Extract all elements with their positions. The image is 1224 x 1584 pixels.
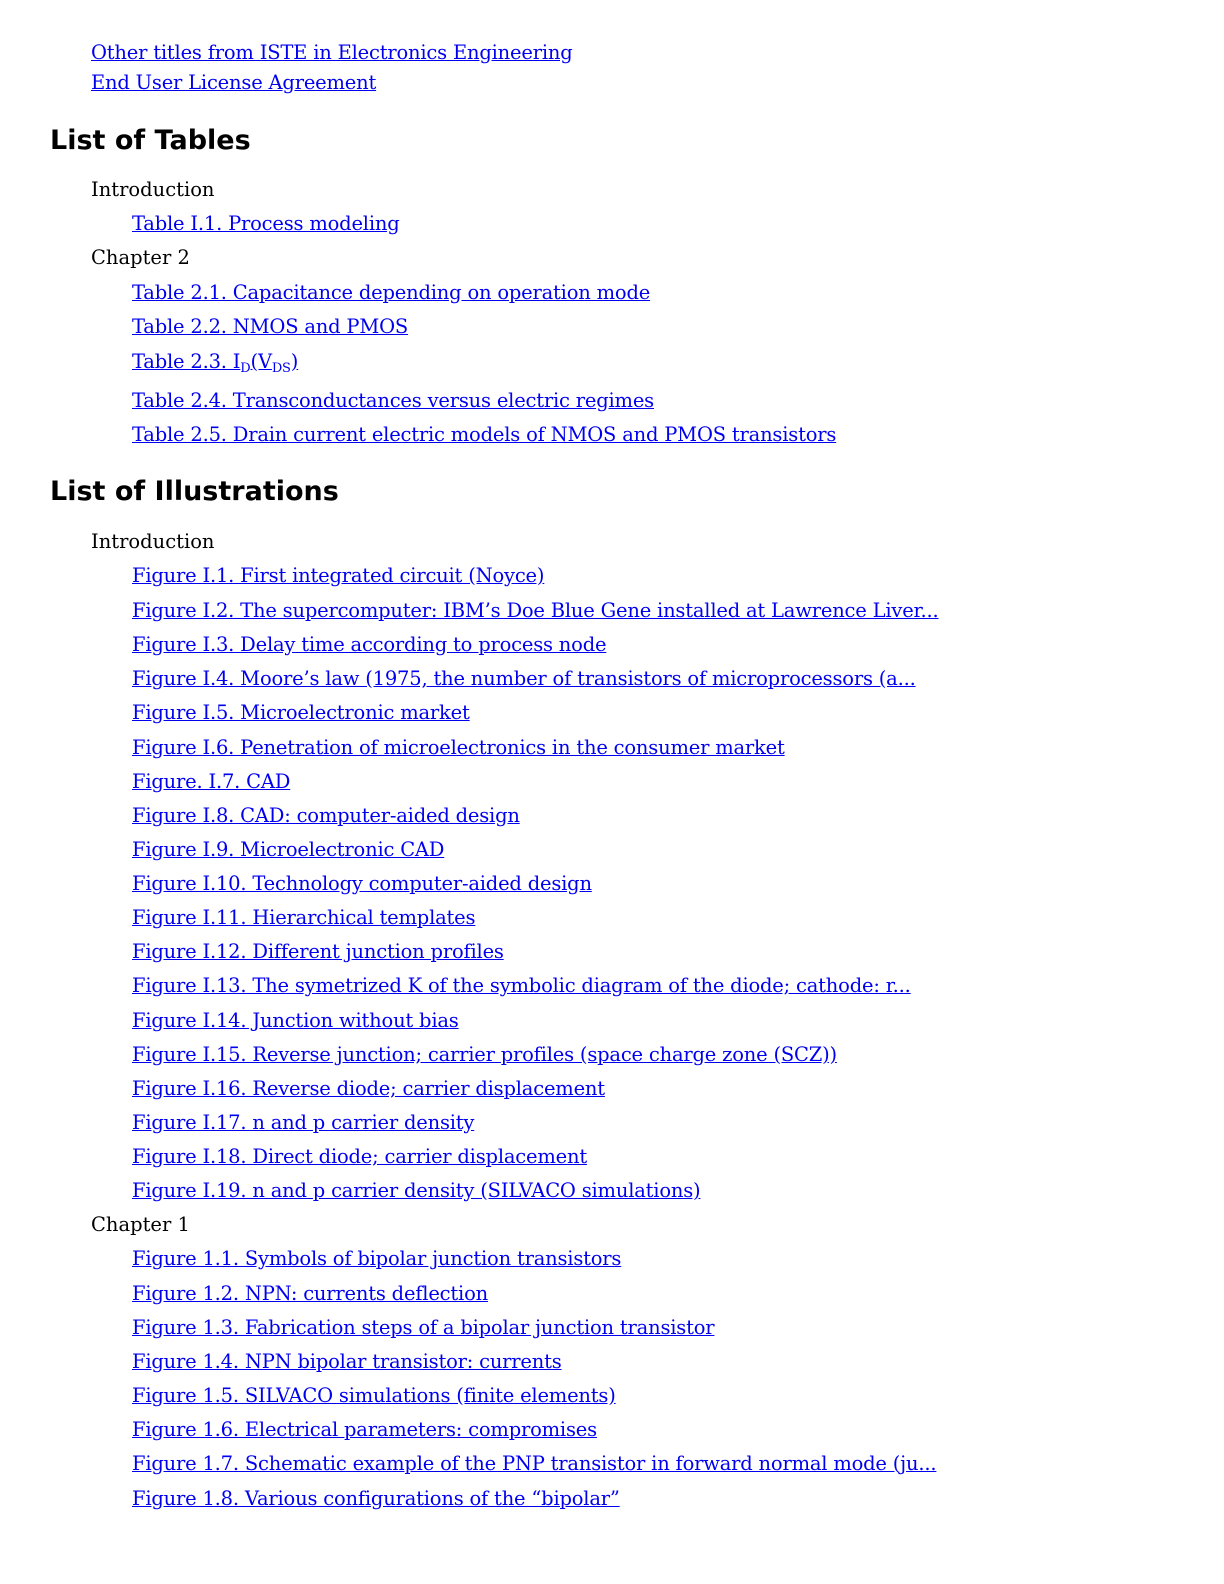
figure-1-3-link[interactable]: Figure 1.3. Fabrication steps of a bipolar junction transistor xyxy=(132,1316,715,1339)
figure-1-2-link[interactable]: Figure 1.2. NPN: currents deflection xyxy=(132,1282,488,1305)
figure-i-9-link[interactable]: Figure I.9. Microelectronic CAD xyxy=(132,838,445,861)
figure-1-4-link[interactable]: Figure 1.4. NPN bipolar transistor: currents xyxy=(132,1350,562,1373)
illustrations-chapter1-label: Chapter 1 xyxy=(91,1213,190,1236)
figure-i-12-link[interactable]: Figure I.12. Different junction profiles xyxy=(132,940,504,963)
figure-1-5-link[interactable]: Figure 1.5. SILVACO simulations (finite elements) xyxy=(132,1384,616,1407)
figure-i-6-link[interactable]: Figure I.6. Penetration of microelectronics in the consumer market xyxy=(132,736,785,759)
list-of-illustrations-heading: List of Illustrations xyxy=(50,476,339,507)
link-other-titles[interactable]: Other titles from ISTE in Electronics Engineering xyxy=(91,41,573,64)
tables-introduction-label: Introduction xyxy=(91,178,215,201)
tables-chapter2-label: Chapter 2 xyxy=(91,246,190,269)
top-links xyxy=(91,38,573,98)
table-2-3-mid: (V xyxy=(250,350,272,373)
link-end-user-license[interactable]: End User License Agreement xyxy=(91,71,377,94)
list-of-tables-heading: List of Tables xyxy=(50,125,251,156)
illustrations-introduction-label: Introduction xyxy=(91,530,215,553)
figure-1-1-link[interactable]: Figure 1.1. Symbols of bipolar junction transistors xyxy=(132,1247,622,1270)
figure-i-18-link[interactable]: Figure I.18. Direct diode; carrier displacement xyxy=(132,1145,587,1168)
table-2-3-sub-d: D xyxy=(240,361,251,376)
figure-i-17-link[interactable]: Figure I.17. n and p carrier density xyxy=(132,1111,475,1134)
figure-i-2-link[interactable]: Figure I.2. The supercomputer: IBM’s Doe Blue Gene installed at Lawrence Liver... xyxy=(132,599,939,622)
figure-i-8-link[interactable]: Figure I.8. CAD: computer-aided design xyxy=(132,804,520,827)
table-2-4-link[interactable]: Table 2.4. Transconductances versus electric regimes xyxy=(132,389,654,412)
figure-i-7-link[interactable]: Figure. I.7. CAD xyxy=(132,770,291,793)
figure-i-10-link[interactable]: Figure I.10. Technology computer-aided design xyxy=(132,872,592,895)
figure-i-4-link[interactable]: Figure I.4. Moore’s law (1975, the number of transistors of microprocessors (a... xyxy=(132,667,916,690)
figure-i-13-link[interactable]: Figure I.13. The symetrized K of the symbolic diagram of the diode; cathode: r... xyxy=(132,974,911,997)
table-2-3-sub-ds: DS xyxy=(271,361,291,376)
table-2-3-suffix: ) xyxy=(290,350,299,373)
figure-i-15-link[interactable]: Figure I.15. Reverse junction; carrier profiles (space charge zone (SCZ)) xyxy=(132,1043,837,1066)
figure-i-1-link[interactable]: Figure I.1. First integrated circuit (Noyce) xyxy=(132,564,545,587)
table-2-2-link[interactable]: Table 2.2. NMOS and PMOS xyxy=(132,315,409,338)
figure-1-8-link[interactable]: Figure 1.8. Various configurations of the “bipolar” xyxy=(132,1487,620,1510)
figure-i-19-link[interactable]: Figure I.19. n and p carrier density (SILVACO simulations) xyxy=(132,1179,701,1202)
table-2-5-link[interactable]: Table 2.5. Drain current electric models of NMOS and PMOS transistors xyxy=(132,423,837,446)
table-2-1-link[interactable]: Table 2.1. Capacitance depending on operation mode xyxy=(132,281,651,304)
table-2-3-prefix: Table 2.3. I xyxy=(132,350,241,373)
figure-i-14-link[interactable]: Figure I.14. Junction without bias xyxy=(132,1009,459,1032)
figure-i-11-link[interactable]: Figure I.11. Hierarchical templates xyxy=(132,906,476,929)
figure-i-3-link[interactable]: Figure I.3. Delay time according to process node xyxy=(132,633,607,656)
table-i-1-link[interactable]: Table I.1. Process modeling xyxy=(132,212,400,235)
figure-i-5-link[interactable]: Figure I.5. Microelectronic market xyxy=(132,701,470,724)
figure-i-16-link[interactable]: Figure I.16. Reverse diode; carrier displacement xyxy=(132,1077,605,1100)
figure-1-7-link[interactable]: Figure 1.7. Schematic example of the PNP transistor in forward normal mode (ju... xyxy=(132,1452,937,1475)
table-2-3-link[interactable] xyxy=(132,347,298,377)
figure-1-6-link[interactable]: Figure 1.6. Electrical parameters: compromises xyxy=(132,1418,597,1441)
